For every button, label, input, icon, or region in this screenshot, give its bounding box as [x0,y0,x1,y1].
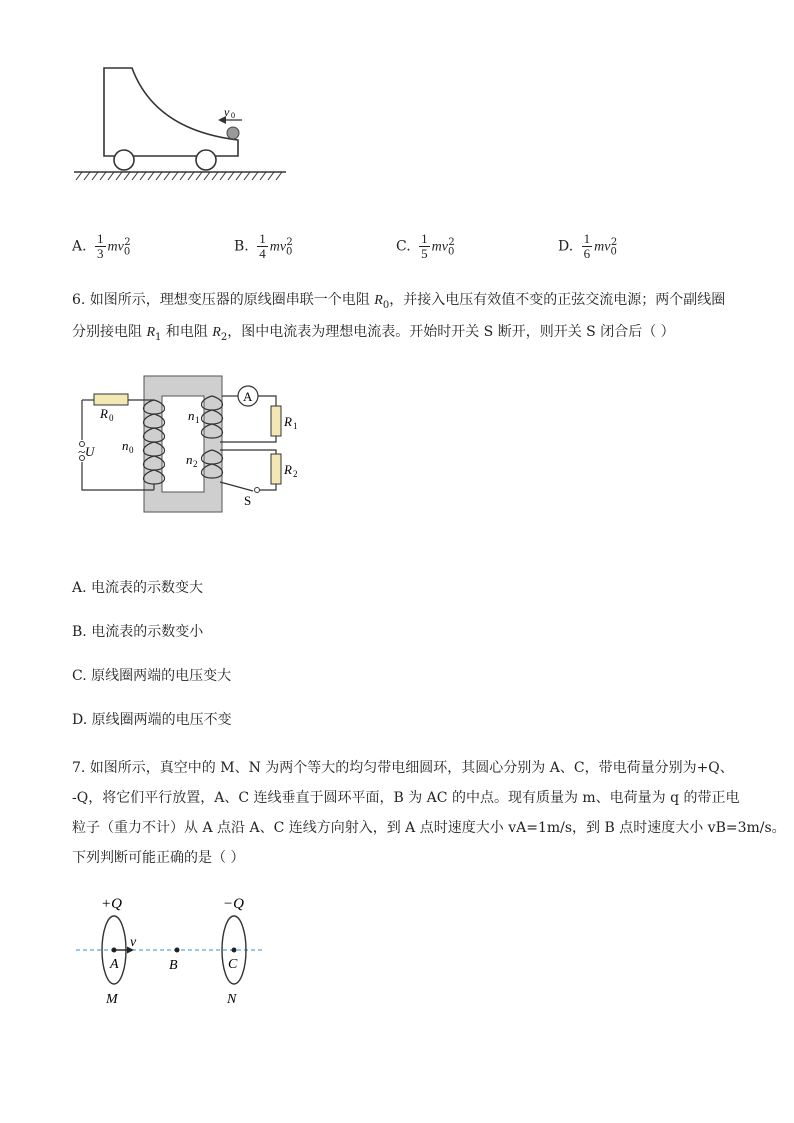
fraction: $\frac{1}{4}$ [259,231,266,261]
svg-text:n: n [186,452,193,467]
q5-option-d[interactable]: D. $\frac{1}{6}$ $mv_0^2$ [558,231,618,261]
fraction: $\frac{1}{3}$ [97,231,104,261]
svg-text:B: B [169,958,178,973]
q7-stem-line2: -Q，将它们平行放置，A、C 连线垂直于圆环平面，B 为 AC 的中点。现有质量为 m、电荷量为 q 的带正电 [72,790,740,806]
q5-option-b[interactable]: B. $\frac{1}{4}$ $mv_0^2$ [234,231,293,261]
svg-text:S: S [244,493,252,508]
q6-stem-line1: 6. 如图所示，理想变压器的原线圈串联一个电阻 $R_0$，并接入电压有效值不变的正弦交流电源；两个副线圈 [72,292,726,311]
svg-text:C: C [228,957,238,972]
resistor-r2 [271,454,281,484]
resistor-r1 [271,406,281,436]
svg-text:N: N [227,992,237,1007]
wheel-right [196,150,216,170]
fraction: $\frac{1}{6}$ [583,231,591,261]
q6-option-c[interactable]: C. 原线圈两端的电压变大 [72,668,232,684]
svg-text:v: v [130,935,137,950]
q6-stem-line2: 分别接电阻 $R_1$ 和电阻 $R_2$，图中电流表为理想电流表。开始时开关 S 断开，则开关 S 闭合后（ ） [72,324,675,343]
svg-text:A: A [110,957,119,972]
option-label: A. [72,238,87,255]
q6-option-b[interactable]: B. 电流表的示数变小 [72,624,204,640]
transformer-figure [70,370,310,520]
option-label: B. [234,238,249,255]
q7-stem-line1: 7. 如图所示，真空中的 M、N 为两个等大的均匀带电细圆环，其圆心分别为 A、C，带电荷量分别为+Q、 [72,760,734,776]
q5-option-c[interactable]: C. $\frac{1}{5}$ $mv_0^2$ [396,231,455,261]
q5-option-a[interactable]: A. $\frac{1}{3}$ $mv_0^2$ [72,231,131,261]
fraction: $\frac{1}{5}$ [421,231,428,261]
svg-text:M: M [106,992,118,1007]
svg-text:1: 1 [195,415,200,425]
svg-text:1: 1 [293,421,298,431]
v0-label: v [224,105,230,119]
q6-option-d[interactable]: D. 原线圈两端的电压不变 [72,712,232,728]
rings-figure [72,888,272,1013]
svg-text:R: R [284,414,292,429]
svg-text:n: n [188,408,195,423]
svg-text:+Q: +Q [101,896,122,912]
svg-text:n: n [122,438,129,453]
q6-option-a[interactable]: A. 电流表的示数变大 [72,580,204,596]
ball [227,127,239,139]
svg-text:−Q: −Q [223,896,244,912]
cart-figure [60,60,300,190]
option-label: D. [558,238,574,255]
q7-stem-line4: 下列判断可能正确的是（ ） [72,850,245,866]
point-c [232,948,237,953]
svg-text:A: A [243,389,253,404]
svg-text:2: 2 [293,469,298,479]
svg-text:R: R [100,406,108,421]
q7-stem-line3: 粒子（重力不计）从 A 点沿 A、C 连线方向射入，到 A 点时速度大小 vA=1m/s，到 B 点时速度大小 vB=3m/s。 [72,820,786,836]
option-label: C. [396,238,411,255]
svg-text:0: 0 [129,445,134,455]
svg-text:R: R [284,462,292,477]
point-b [175,948,180,953]
svg-text:2: 2 [193,459,198,469]
wheel-left [114,150,134,170]
q5-options [72,232,732,272]
svg-text:~U: ~U [78,444,95,459]
resistor-r0 [94,394,128,405]
switch-s [220,482,253,491]
v0-sub: 0 [231,111,235,120]
svg-text:0: 0 [109,413,114,423]
